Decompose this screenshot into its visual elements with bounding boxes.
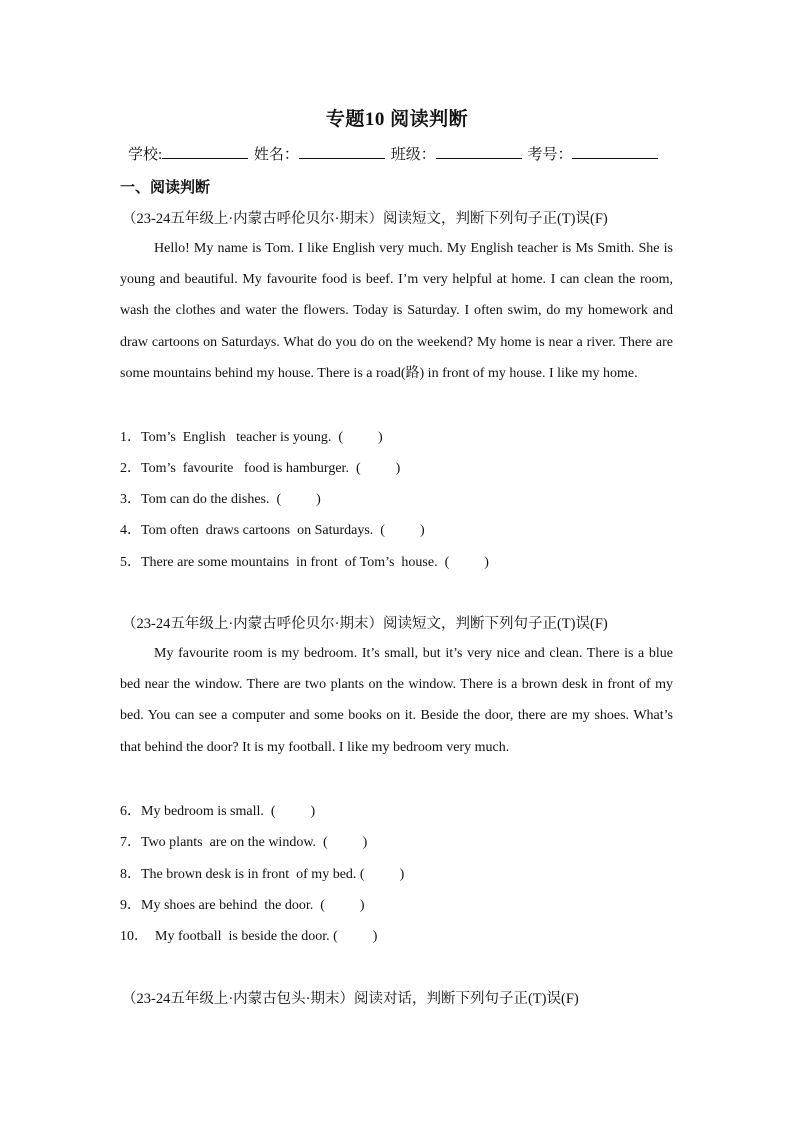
question-item: 4．Tom often draws cartoons on Saturdays. ( ) <box>120 523 425 538</box>
question-item: 6．My bedroom is small. ( ) <box>120 804 316 819</box>
name-blank[interactable] <box>299 144 385 159</box>
question-item: 3．Tom can do the dishes. ( ) <box>120 492 321 507</box>
number-label: 考号： <box>527 147 573 163</box>
school-blank[interactable] <box>162 144 248 159</box>
question-item: 9．My shoes are behind the door. ( ) <box>120 898 365 913</box>
number-blank[interactable] <box>572 144 658 159</box>
student-info-row <box>128 143 660 164</box>
page-title: 专题10 阅读判断 <box>325 109 469 130</box>
class-label: 班级： <box>390 147 436 163</box>
class-blank[interactable] <box>436 144 522 159</box>
question-item: 1．Tom’s English teacher is young. ( ) <box>120 430 383 445</box>
passage-source: （23-24五年级上·内蒙古呼伦贝尔·期末）阅读短文，判断下列句子正(T)误(F) <box>122 616 608 632</box>
question-item: 5．There are some mountains in front of Tom’s house. ( ) <box>120 555 489 570</box>
question-item: 7．Two plants are on the window. ( ) <box>120 835 368 850</box>
question-item: 10． My football is beside the door. ( ) <box>120 929 378 944</box>
name-label: 姓名： <box>253 147 299 163</box>
question-item: 8．The brown desk is in front of my bed. ( ) <box>120 867 405 882</box>
passage-text: Hello! My name is Tom. I like English very much. My English teacher is Ms Smith. She is young and beautiful. My favourite food is beef. I’m very helpful at home. I can clean the room, wash the clothes and water the flowers. Today is Saturday. I often swim, do my homework and draw cartoons on Saturdays. What do you do on the weekend? My home is near a river. There are some mountains behind my house. There is a road(路) in front of my house. I like my home. <box>120 241 673 381</box>
section-heading: 一、阅读判断 <box>120 180 211 196</box>
passage-source: （23-24五年级上·内蒙古包头·期末）阅读对话，判断下列句子正(T)误(F) <box>122 991 579 1007</box>
question-item: 2．Tom’s favourite food is hamburger. ( ) <box>120 461 401 476</box>
passage-source: （23-24五年级上·内蒙古呼伦贝尔·期末）阅读短文，判断下列句子正(T)误(F) <box>122 211 608 227</box>
school-label: 学校: <box>128 147 163 163</box>
passage-text: My favourite room is my bedroom. It’s small, but it’s very nice and clean. There is a blue bed near the window. There are two plants on the window. There is a brown desk in front of my bed. You can see a computer and some books on it. Beside the door, there are my shoes. What’s that behind the door? It is my football. I like my bedroom very much. <box>120 646 673 755</box>
